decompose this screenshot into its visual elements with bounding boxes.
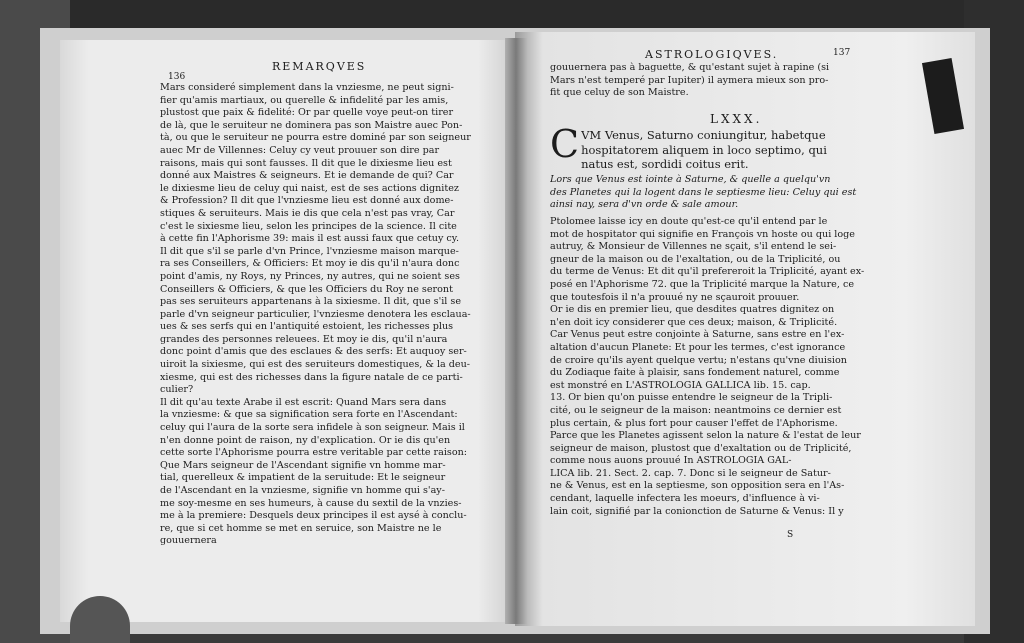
text-line: autruy, & Monsieur de Villennes ne sçait, s'il entend le sei- <box>550 241 837 253</box>
text-line: de l'Ascendant en la vnziesme, signifie vn homme qui s'ay- <box>160 485 445 496</box>
text-line: celuy qui l'aura de la sorte sera infidele à son seigneur. Mais il <box>160 422 465 434</box>
left-page-number: 136 <box>168 72 186 82</box>
text-line: Mars n'est temperé par Iupiter) il aymera mieux son pro- <box>550 74 829 86</box>
latin-aphorism <box>550 122 900 172</box>
text-line: raisons, mais qui sont fausses. Il dit que le dixiesme lieu est <box>160 157 452 169</box>
book-gutter <box>505 38 527 624</box>
text-line: & Profession? Il dit que l'vnziesme lieu est donné aux dome- <box>160 195 454 207</box>
italic-line: Lors que Venus est iointe à Saturne, & quelle a quelqu'vn <box>550 174 831 185</box>
text-line: Que Mars seigneur de l'Ascendant signifie vn homme mar- <box>160 459 446 471</box>
text-line: ne & Venus, est en la septiesme, son opposition sera en l'As- <box>550 480 845 492</box>
text-line: lain coit, signifié par la conionction de Saturne & Venus: Il y <box>550 505 844 517</box>
text-line: plustost que paix & fidelité: Or par quelle voye peut-on tirer <box>160 107 454 119</box>
text-line: la vnziesme: & que sa signification sera forte en l'Ascendant: <box>160 409 458 421</box>
text-line: comme nous auons prouué In ASTROLOGIA GAL- <box>550 455 792 467</box>
text-line: tial, querelleux & impatient de la seruitude: Et le seigneur <box>160 472 446 484</box>
text-line: gouuernera pas à baguette, & qu'estant sujet à rapine (si <box>550 62 830 73</box>
text-line: Mars consideré simplement dans la vnziesme, ne peut signi- <box>160 82 454 93</box>
text-line: cette sorte l'Aphorisme pourra estre veritable par cette raison: <box>160 447 468 459</box>
text-line: fier qu'amis martiaux, ou querelle & infidelité par les amis, <box>160 94 449 106</box>
text-line: 13. Or bien qu'on puisse entendre le seigneur de la Tripli- <box>550 392 833 404</box>
text-line: n'en doit icy considerer que ces deux; maison, & Triplicité. <box>550 316 838 328</box>
text-line: tà, ou que le seruiteur ne pourra estre dominé par son seigneur <box>160 132 471 144</box>
text-line: Conseillers & Officiers, & que les Officiers du Roy ne seront <box>160 283 453 295</box>
text-line: LICA lib. 21. Sect. 2. cap. 7. Donc si le seigneur de Satur- <box>550 467 831 479</box>
right-page-continuation <box>550 62 900 100</box>
right-page <box>515 32 975 626</box>
text-line: Il dit qu'au texte Arabe il est escrit: Quand Mars sera dans <box>160 396 447 408</box>
text-line: à cette fin l'Aphorisme 39: mais il est aussi faux que cetuy cy. <box>160 233 459 245</box>
right-page-header: ASTROLOGIQVES. <box>645 48 779 61</box>
text-line: culier? <box>160 384 194 396</box>
text-line: seigneur de maison, plustost que d'exaltation ou de Triplicité, <box>550 442 852 454</box>
text-line: que toutesfois il n'a prouué ny ne sçauroit prouuer. <box>550 291 800 303</box>
right-page-number: 137 <box>833 48 851 58</box>
text-line: parle d'vn seigneur particulier, l'vnziesme denotera les esclaua- <box>160 308 471 320</box>
drop-cap: C <box>550 122 580 166</box>
text-line: est monstré en L'ASTROLOGIA GALLICA lib. 15. cap. <box>550 379 811 391</box>
latin-line: natus est, sordidi coitus erit. <box>581 157 749 171</box>
left-page-text <box>160 82 490 548</box>
text-line: mot de hospitator qui signifie en François vn hoste ou qui loge <box>550 228 855 240</box>
text-line: du Zodiaque faite à plaisir, sans fondement naturel, comme <box>550 367 840 379</box>
text-line: me à la premiere: Desquels deux principes il est aysé à conclu- <box>160 510 467 522</box>
text-line: du terme de Venus: Et dit qu'il prefereroit la Triplicité, ayant ex- <box>550 266 865 278</box>
text-line: de là, que le seruiteur ne dominera pas son Maistre auec Pon- <box>160 119 463 131</box>
text-line: point d'amis, ny Roys, ny Princes, ny autres, qui ne soient ses <box>160 270 460 282</box>
text-line: fit que celuy de son Maistre. <box>550 87 689 99</box>
text-line: Il dit que s'il se parle d'vn Prince, l'vnziesme maison marque- <box>160 245 459 257</box>
text-line: Parce que les Planetes agissent selon la nature & l'estat de leur <box>550 430 861 442</box>
text-line: plus certain, & plus fort pour causer l'effet de l'Aphorisme. <box>550 417 838 429</box>
left-page-header: REMARQVES <box>272 60 367 73</box>
text-line: donc point d'amis que des esclaues & des serfs: Et auquoy ser- <box>160 346 467 358</box>
section-title: LXXX. <box>710 112 763 126</box>
text-line: de croire qu'ils ayent quelque vertu; n'estans qu'vne diuision <box>550 354 847 366</box>
right-page-text <box>550 216 900 518</box>
text-line: gouuernera <box>160 535 217 547</box>
text-line: xiesme, qui est des richesses dans la figure natale de ce parti- <box>160 371 463 383</box>
italic-line: des Planetes qui la logent dans le septiesme lieu: Celuy qui est <box>550 186 857 198</box>
left-page <box>60 40 535 622</box>
text-line: re, que si cet homme se met en seruice, son Maistre ne le <box>160 522 442 534</box>
text-line: me soy-mesme en ses humeurs, à cause du sextil de la vnzies- <box>160 497 462 509</box>
open-book <box>40 28 990 634</box>
text-line: c'est le sixiesme lieu, selon les principes de la science. Il cite <box>160 220 457 232</box>
text-line: auec Mr de Villennes: Celuy cy veut prouuer son dire par <box>160 144 440 156</box>
text-line: pas ses seruiteurs appartenans à la sixiesme. Il dit, que s'il se <box>160 296 462 308</box>
text-line: Ptolomee laisse icy en doute qu'est-ce qu'il entend par le <box>550 216 828 227</box>
text-line: gneur de la maison ou de l'exaltation, ou de la Triplicité, ou <box>550 253 841 265</box>
latin-line: VM Venus, Saturno coniungitur, habetque <box>581 128 826 142</box>
text-line: altation d'aucun Planete: Et pour les termes, c'est ignorance <box>550 341 846 353</box>
italic-line: ainsi nay, sera d'vn orde & sale amour. <box>550 199 739 211</box>
text-line: Or ie dis en premier lieu, que desdites quatres dignitez on <box>550 304 835 316</box>
text-line: ues & ses serfs qui en l'antiquité estoient, les richesses plus <box>160 321 454 333</box>
latin-line: hospitatorem aliquem in loco septimo, qui <box>581 142 827 157</box>
catchword: S <box>787 530 794 540</box>
text-line: posé en l'Aphorisme 72. que la Triplicité marque la Nature, ce <box>550 278 855 290</box>
text-line: Car Venus peut estre conjointe à Saturne, sans estre en l'ex- <box>550 329 845 341</box>
text-line: le dixiesme lieu de celuy qui naist, est de ses actions dignitez <box>160 182 459 194</box>
text-line: uiroit la sixiesme, qui est des seruiteurs domestiques, & la deu- <box>160 359 471 371</box>
text-line: stiques & seruiteurs. Mais ie dis que cela n'est pas vray, Car <box>160 207 455 219</box>
text-line: cité, ou le seigneur de la maison: neantmoins ce dernier est <box>550 404 842 416</box>
text-line: ra ses Conseillers, & Officiers: Et moy ie dis qu'il n'aura donc <box>160 258 460 270</box>
text-line: donné aux Maistres & seigneurs. Et ie demande de qui? Car <box>160 170 454 182</box>
text-line: n'en donne point de raison, ny d'explication. Or ie dis qu'en <box>160 434 451 446</box>
french-translation <box>550 174 900 212</box>
text-line: cendant, laquelle infectera les moeurs, d'influence à vi- <box>550 493 820 505</box>
text-line: grandes des personnes releuees. Et moy ie dis, qu'il n'aura <box>160 333 448 345</box>
